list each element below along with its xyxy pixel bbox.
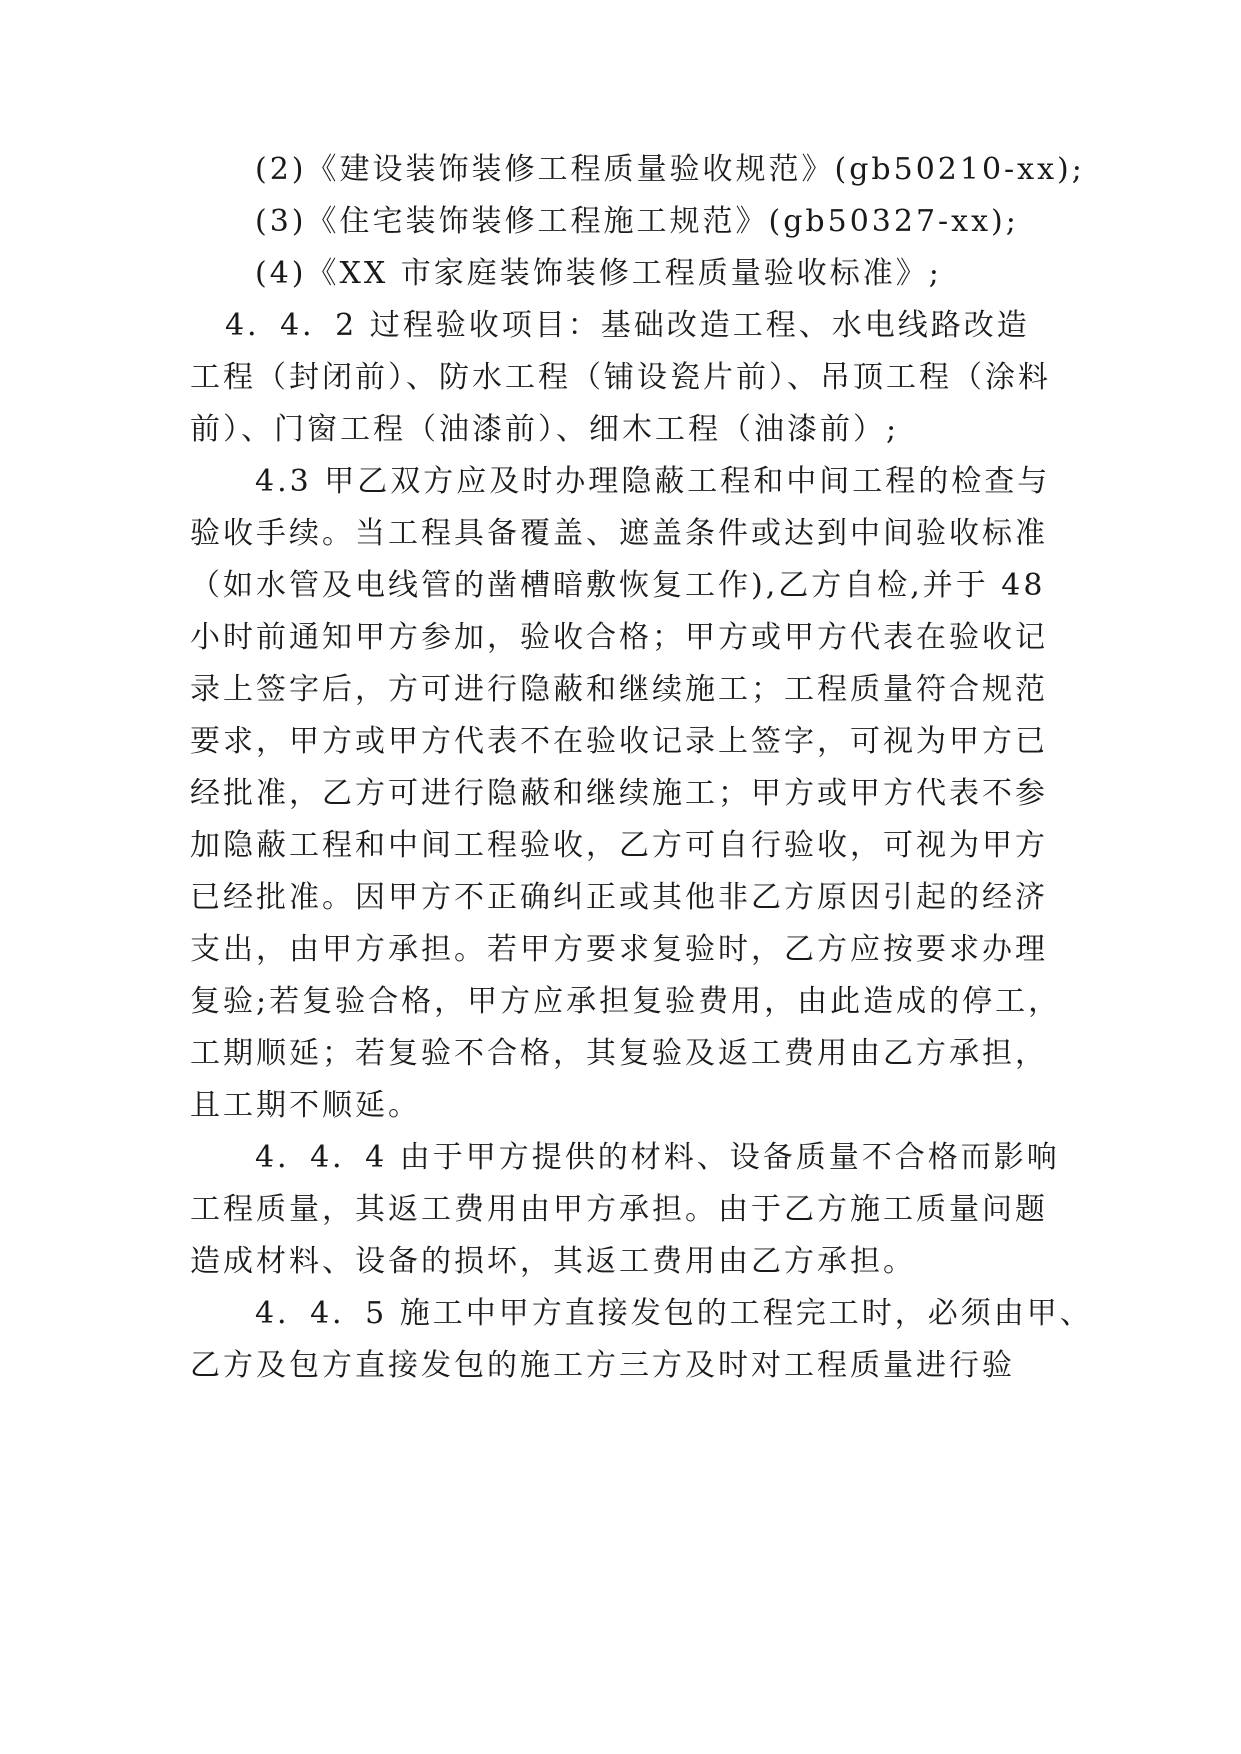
text-line: 支出，由甲方承担。若甲方要求复验时，乙方应按要求办理 (190, 932, 1048, 967)
text-line: (3)《住宅装饰装修工程施工规范》(gb50327-xx); (255, 204, 1019, 239)
text-line: 4．4．5 施工中甲方直接发包的工程完工时，必须由甲、 (255, 1296, 1093, 1331)
text-line: 复验;若复验合格，甲方应承担复验费用，由此造成的停工， (190, 984, 1062, 1019)
text-line: 造成材料、设备的损坏，其返工费用由乙方承担。 (190, 1244, 916, 1279)
text-line: 录上签字后，方可进行隐蔽和继续施工；工程质量符合规范 (190, 672, 1048, 707)
text-line: 已经批准。因甲方不正确纠正或其他非乙方原因引起的经济 (190, 880, 1048, 915)
text-line: 4．4．4 由于甲方提供的材料、设备质量不合格而影响 (255, 1140, 1060, 1175)
text-line: 4.3 甲乙双方应及时办理隐蔽工程和中间工程的检查与 (255, 464, 1051, 499)
text-line: 加隐蔽工程和中间工程验收，乙方可自行验收，可视为甲方 (190, 828, 1048, 863)
text-line: 前）、门窗工程（油漆前）、细木工程（油漆前）; (190, 412, 900, 447)
text-line: 工程质量，其返工费用由甲方承担。由于乙方施工质量问题 (190, 1192, 1048, 1227)
text-line: 工期顺延；若复验不合格，其复验及返工费用由乙方承担， (190, 1036, 1048, 1071)
text-line: 小时前通知甲方参加，验收合格；甲方或甲方代表在验收记 (190, 620, 1048, 655)
text-line: 要求，甲方或甲方代表不在验收记录上签字，可视为甲方已 (190, 724, 1048, 759)
text-line: (2)《建设装饰装修工程质量验收规范》(gb50210-xx); (255, 152, 1085, 187)
text-line: (4)《XX 市家庭装饰装修工程质量验收标准》; (255, 256, 942, 291)
text-line: 4．4．2 过程验收项目：基础改造工程、水电线路改造 (225, 308, 1030, 343)
text-line: 且工期不顺延。 (190, 1088, 421, 1123)
text-line: 乙方及包方直接发包的施工方三方及时对工程质量进行验 (190, 1348, 1015, 1383)
text-line: 验收手续。当工程具备覆盖、遮盖条件或达到中间验收标准 (190, 516, 1048, 551)
text-line: 工程（封闭前）、防水工程（铺设瓷片前）、吊顶工程（涂料 (190, 360, 1051, 395)
text-line: 经批准，乙方可进行隐蔽和继续施工；甲方或甲方代表不参 (190, 776, 1048, 811)
text-line: （如水管及电线管的凿槽暗敷恢复工作),乙方自检,并于 48 (190, 568, 1046, 603)
